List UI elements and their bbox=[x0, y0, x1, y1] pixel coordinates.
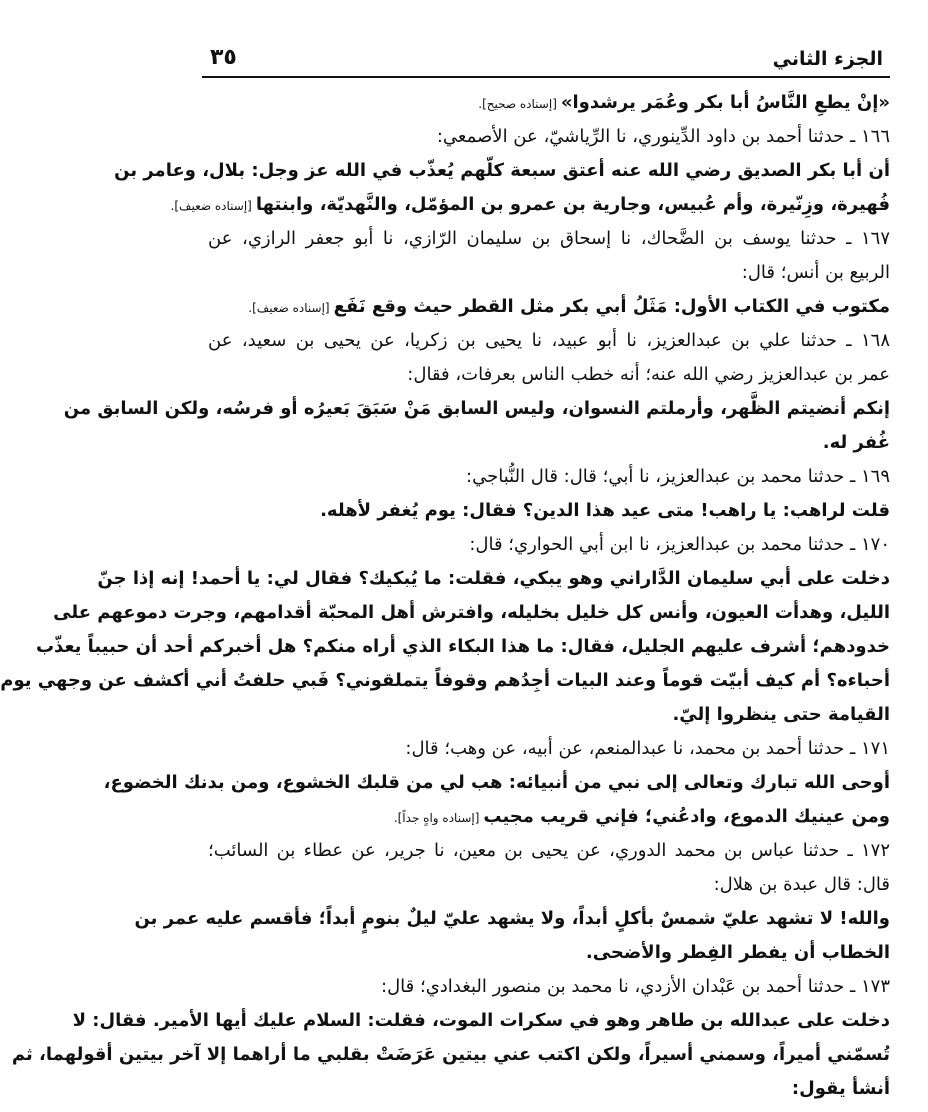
line-text: أنشأ يقول: bbox=[791, 1078, 890, 1099]
line-text: ١٦٨ ـ حدثنا علي بن عبدالعزيز، نا أبو عبيد، نا يحيى بن زكريا، عن يحيى بن سعيد، عن bbox=[208, 330, 890, 351]
isnad-grade: [إسناده صحيح]. bbox=[478, 97, 557, 111]
text-line bbox=[208, 358, 890, 392]
text-line bbox=[208, 426, 890, 460]
line-text: أن أبا بكر الصديق رضي الله عنه أعتق سبعة كلّهم يُعذّب في الله عز وجل: بلال، وعامر بن bbox=[114, 160, 890, 181]
text-line bbox=[11, 1038, 890, 1072]
line-text: أحباءه؟ أم كيف أبيّت قوماً وعند البيات أجِدُهم وقوفاً يتملقوني؟ فَبي حلفتُ أني أكشف عن وجهي يوم bbox=[0, 670, 890, 691]
text-line bbox=[208, 222, 890, 256]
line-text: الخطاب أن يفطر الفِطر والأضحى. bbox=[585, 942, 890, 963]
text-line bbox=[208, 732, 890, 766]
text-line bbox=[170, 188, 890, 222]
line-text: ومن عينيك الدموع، وادعُني؛ فإني قريب مجيب bbox=[483, 806, 890, 827]
text-line bbox=[97, 562, 890, 596]
text-line bbox=[208, 936, 890, 970]
isnad-grade: [إسناده واهٍ جداً]. bbox=[393, 811, 480, 825]
text-line bbox=[208, 290, 890, 324]
line-text: ١٦٩ ـ حدثنا محمد بن عبدالعزيز، نا أبي؛ قال: قال النُّباجي: bbox=[466, 466, 890, 487]
line-text: ١٧١ ـ حدثنا أحمد بن محمد، نا عبدالمنعم، عن أبيه، عن وهب؛ قال: bbox=[405, 738, 890, 759]
text-line bbox=[134, 902, 890, 936]
text-line bbox=[208, 324, 890, 358]
line-text: ١٧٣ ـ حدثنا أحمد بن عَبْدان الأزدي، نا محمد بن منصور البغدادي؛ قال: bbox=[381, 976, 890, 997]
line-text: الربيع بن أنس؛ قال: bbox=[741, 262, 890, 283]
text-line bbox=[208, 1072, 890, 1106]
line-text: ١٧٢ ـ حدثنا عباس بن محمد الدوري، عن يحيى بن معين، نا جرير، عن عطاء بن السائب؛ bbox=[208, 840, 890, 861]
line-text: إنكم أنضيتم الظَّهر، وأرملتم النسوان، وليس السابق مَنْ سَبَقَ بَعيرُه أو فرسُه، ولكن السابق من bbox=[63, 398, 890, 419]
text-line bbox=[208, 528, 890, 562]
isnad-grade: [إسناده ضعيف]. bbox=[248, 301, 330, 315]
line-text: قال: قال عبدة بن هلال: bbox=[713, 874, 890, 895]
line-text: عمر بن عبدالعزيز رضي الله عنه؛ أنه خطب الناس بعرفات، فقال: bbox=[407, 364, 890, 385]
text-line bbox=[103, 766, 890, 800]
line-text: غُفر له. bbox=[822, 432, 890, 453]
line-text: دخلت على عبدالله بن طاهر وهو في سكرات الموت، فقلت: السلام عليك أيها الأمير. فقال: لا bbox=[72, 1010, 890, 1031]
line-text: فُهيرة، وزِنّيرة، وأم عُبيس، وجارية بن عمرو بن المؤمّل، والنَّهديّة، وابنتها bbox=[255, 194, 890, 215]
text-line bbox=[63, 392, 890, 426]
line-text: القيامة حتى ينظروا إليّ. bbox=[672, 704, 890, 725]
line-text: مكتوب في الكتاب الأول: مَثَلُ أبي بكر مثل القطر حيث وقع نَفَع bbox=[333, 296, 890, 317]
text-line bbox=[208, 970, 890, 1004]
line-text: تُسمّني أميراً، وسمني أسيراً، ولكن اكتب عني بيتين عَرَضَتْ بقلبي ما أراهما إلا آخر بيتين أقولهما، ثم bbox=[11, 1044, 890, 1065]
text-line bbox=[208, 494, 890, 528]
text-line bbox=[208, 460, 890, 494]
text-line bbox=[35, 630, 890, 664]
line-text: ١٧٠ ـ حدثنا محمد بن عبدالعزيز، نا ابن أبي الحواري؛ قال: bbox=[469, 534, 890, 555]
text-line bbox=[208, 86, 890, 120]
line-text: خدودهم؛ أشرف عليهم الجليل، فقال: ما هذا البكاء الذي أراه منكم؟ هل أخبركم أحد أن حبيباً يعذّب bbox=[35, 636, 890, 657]
text-line bbox=[0, 664, 890, 698]
line-text: ١٦٧ ـ حدثنا يوسف بن الضَّحاك، نا إسحاق بن سليمان الرّازي، نا أبو جعفر الرازي، عن bbox=[208, 228, 890, 249]
line-text: والله! لا تشهد عليّ شمسٌ بأكلٍ أبداً، ولا يشهد عليّ ليلٌ بنومٍ أبداً؛ فأقسم عليه عمر بن bbox=[134, 908, 890, 929]
text-line bbox=[208, 800, 890, 834]
text-line bbox=[114, 154, 890, 188]
page-header bbox=[210, 30, 883, 70]
text-line bbox=[208, 868, 890, 902]
header-rule bbox=[202, 76, 890, 78]
page-number: ٣٥ bbox=[210, 45, 237, 70]
line-text: قلت لراهب: يا راهب! متى عيد هذا الدين؟ فقال: يوم يُغفر لأهله. bbox=[320, 500, 890, 521]
text-line bbox=[53, 596, 890, 630]
running-head: الجزء الثاني bbox=[772, 48, 883, 70]
line-text: أوحى الله تبارك وتعالى إلى نبي من أنبيائه: هب لي من قلبك الخشوع، ومن بدنك الخضوع، bbox=[103, 772, 890, 793]
text-line bbox=[208, 698, 890, 732]
line-text: «إنْ يطعِ النَّاسُ أبا بكر وعُمَر يرشدوا» bbox=[560, 92, 890, 113]
isnad-grade: [إسناده ضعيف]. bbox=[170, 199, 252, 213]
line-text: دخلت على أبي سليمان الدَّاراني وهو يبكي، فقلت: ما يُبكيك؟ فقال لي: يا أحمد! إنه إذا جنّ bbox=[97, 568, 890, 589]
text-line bbox=[208, 256, 890, 290]
text-line bbox=[72, 1004, 890, 1038]
line-text: ١٦٦ ـ حدثنا أحمد بن داود الدِّينوري، نا الرِّياشيّ، عن الأصمعي: bbox=[436, 126, 890, 147]
line-text: الليل، وهدأت العيون، وأنس كل خليل بخليله، وافترش أهل المحبّة أقدامهم، وجرت دموعهم على bbox=[53, 602, 890, 623]
text-line bbox=[208, 834, 890, 868]
text-line bbox=[208, 120, 890, 154]
